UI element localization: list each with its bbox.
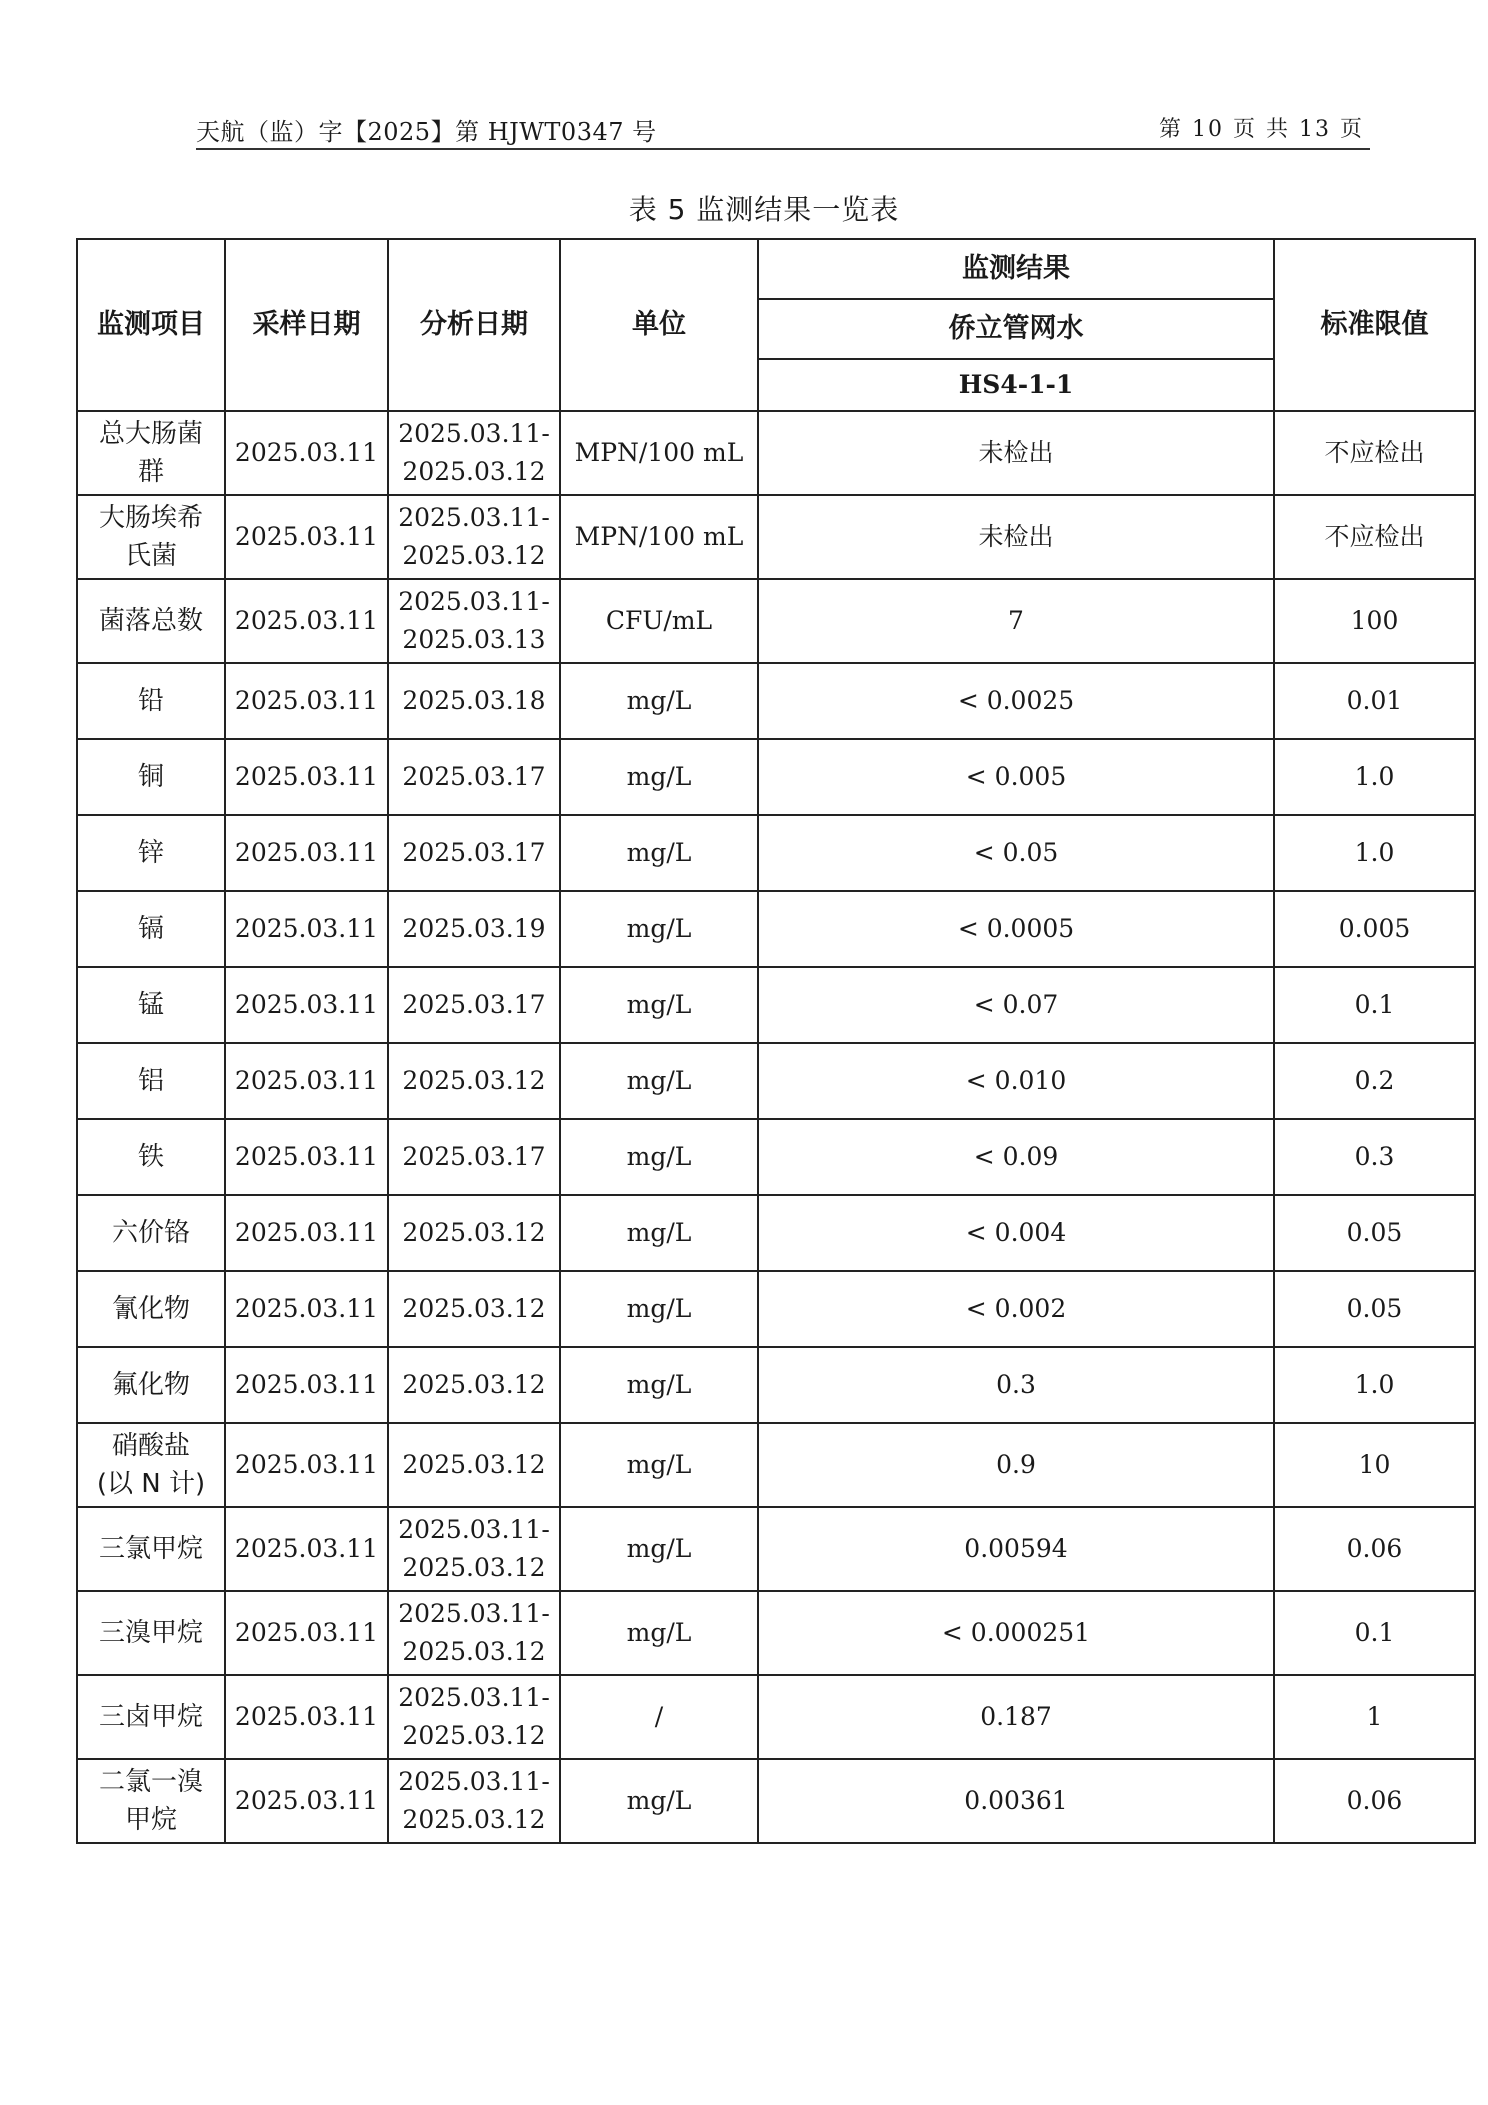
cell-limit: 0.05 bbox=[1274, 1271, 1475, 1347]
results-table bbox=[76, 238, 1476, 1844]
cell-analysis-date: 2025.03.17 bbox=[388, 739, 560, 815]
cell-limit: 0.005 bbox=[1274, 891, 1475, 967]
cell-item: 六价铬 bbox=[77, 1195, 225, 1271]
cell-sampling-date: 2025.03.11 bbox=[225, 739, 388, 815]
cell-result: 0.187 bbox=[758, 1675, 1274, 1759]
cell-item: 三卤甲烷 bbox=[77, 1675, 225, 1759]
cell-unit: mg/L bbox=[560, 891, 758, 967]
cell-analysis-date: 2025.03.11- 2025.03.13 bbox=[388, 579, 560, 663]
cell-analysis-date: 2025.03.12 bbox=[388, 1195, 560, 1271]
cell-analysis-date: 2025.03.11- 2025.03.12 bbox=[388, 1591, 560, 1675]
document-number: 天航（监）字【2025】第 HJWT0347 号 bbox=[196, 118, 657, 146]
cell-result: < 0.05 bbox=[758, 815, 1274, 891]
table-row bbox=[77, 1043, 1475, 1119]
cell-item: 铝 bbox=[77, 1043, 225, 1119]
header-row-1 bbox=[77, 239, 1475, 299]
cell-result: < 0.0025 bbox=[758, 663, 1274, 739]
cell-unit: mg/L bbox=[560, 967, 758, 1043]
table-row bbox=[77, 411, 1475, 495]
cell-sampling-date: 2025.03.11 bbox=[225, 1675, 388, 1759]
cell-result: 0.9 bbox=[758, 1423, 1274, 1507]
cell-unit: mg/L bbox=[560, 1195, 758, 1271]
table-row bbox=[77, 1675, 1475, 1759]
page-number: 第 10 页 共 13 页 bbox=[1159, 117, 1364, 142]
cell-result: 7 bbox=[758, 579, 1274, 663]
col-header-result-group: 监测结果 bbox=[758, 239, 1274, 299]
cell-limit: 不应检出 bbox=[1274, 411, 1475, 495]
cell-sampling-date: 2025.03.11 bbox=[225, 815, 388, 891]
cell-result: < 0.0005 bbox=[758, 891, 1274, 967]
cell-limit: 0.1 bbox=[1274, 967, 1475, 1043]
cell-result: < 0.000251 bbox=[758, 1591, 1274, 1675]
col-header-sampling-date: 采样日期 bbox=[225, 239, 388, 411]
cell-item: 镉 bbox=[77, 891, 225, 967]
cell-item: 氰化物 bbox=[77, 1271, 225, 1347]
cell-unit: MPN/100 mL bbox=[560, 495, 758, 579]
cell-analysis-date: 2025.03.17 bbox=[388, 967, 560, 1043]
table-row bbox=[77, 739, 1475, 815]
cell-sampling-date: 2025.03.11 bbox=[225, 663, 388, 739]
col-header-sample-id: HS4-1-1 bbox=[758, 359, 1274, 411]
cell-item: 铁 bbox=[77, 1119, 225, 1195]
cell-limit: 0.06 bbox=[1274, 1759, 1475, 1843]
cell-result: < 0.09 bbox=[758, 1119, 1274, 1195]
cell-result: 0.00594 bbox=[758, 1507, 1274, 1591]
cell-unit: mg/L bbox=[560, 815, 758, 891]
table-row bbox=[77, 1195, 1475, 1271]
cell-sampling-date: 2025.03.11 bbox=[225, 1195, 388, 1271]
cell-analysis-date: 2025.03.17 bbox=[388, 1119, 560, 1195]
table-row bbox=[77, 1347, 1475, 1423]
cell-unit: mg/L bbox=[560, 663, 758, 739]
cell-result: 未检出 bbox=[758, 411, 1274, 495]
cell-unit: mg/L bbox=[560, 1119, 758, 1195]
cell-limit: 10 bbox=[1274, 1423, 1475, 1507]
cell-limit: 100 bbox=[1274, 579, 1475, 663]
cell-unit: mg/L bbox=[560, 739, 758, 815]
table-row bbox=[77, 1271, 1475, 1347]
cell-item: 二氯一溴 甲烷 bbox=[77, 1759, 225, 1843]
cell-item: 铜 bbox=[77, 739, 225, 815]
cell-item: 三氯甲烷 bbox=[77, 1507, 225, 1591]
table-row bbox=[77, 495, 1475, 579]
cell-sampling-date: 2025.03.11 bbox=[225, 891, 388, 967]
cell-sampling-date: 2025.03.11 bbox=[225, 1043, 388, 1119]
cell-limit: 1.0 bbox=[1274, 1347, 1475, 1423]
cell-limit: 1 bbox=[1274, 1675, 1475, 1759]
cell-analysis-date: 2025.03.11- 2025.03.12 bbox=[388, 1507, 560, 1591]
cell-analysis-date: 2025.03.19 bbox=[388, 891, 560, 967]
cell-limit: 0.05 bbox=[1274, 1195, 1475, 1271]
cell-unit: / bbox=[560, 1675, 758, 1759]
cell-item: 铅 bbox=[77, 663, 225, 739]
cell-sampling-date: 2025.03.11 bbox=[225, 411, 388, 495]
cell-sampling-date: 2025.03.11 bbox=[225, 1119, 388, 1195]
cell-analysis-date: 2025.03.11- 2025.03.12 bbox=[388, 411, 560, 495]
table-row bbox=[77, 579, 1475, 663]
cell-analysis-date: 2025.03.11- 2025.03.12 bbox=[388, 1675, 560, 1759]
cell-limit: 不应检出 bbox=[1274, 495, 1475, 579]
cell-item: 硝酸盐 (以 N 计) bbox=[77, 1423, 225, 1507]
cell-analysis-date: 2025.03.12 bbox=[388, 1347, 560, 1423]
results-table-container bbox=[76, 238, 1474, 1844]
cell-result: < 0.005 bbox=[758, 739, 1274, 815]
cell-unit: mg/L bbox=[560, 1043, 758, 1119]
page-header bbox=[196, 108, 1370, 150]
cell-unit: CFU/mL bbox=[560, 579, 758, 663]
cell-result: < 0.010 bbox=[758, 1043, 1274, 1119]
cell-limit: 1.0 bbox=[1274, 815, 1475, 891]
cell-analysis-date: 2025.03.12 bbox=[388, 1423, 560, 1507]
cell-sampling-date: 2025.03.11 bbox=[225, 1507, 388, 1591]
cell-unit: mg/L bbox=[560, 1271, 758, 1347]
table-row bbox=[77, 1119, 1475, 1195]
cell-result: 0.3 bbox=[758, 1347, 1274, 1423]
cell-analysis-date: 2025.03.11- 2025.03.12 bbox=[388, 1759, 560, 1843]
cell-result: 0.00361 bbox=[758, 1759, 1274, 1843]
cell-limit: 0.06 bbox=[1274, 1507, 1475, 1591]
cell-sampling-date: 2025.03.11 bbox=[225, 579, 388, 663]
col-header-analysis-date: 分析日期 bbox=[388, 239, 560, 411]
cell-item: 菌落总数 bbox=[77, 579, 225, 663]
cell-sampling-date: 2025.03.11 bbox=[225, 1423, 388, 1507]
cell-sampling-date: 2025.03.11 bbox=[225, 967, 388, 1043]
table-row bbox=[77, 967, 1475, 1043]
cell-item: 总大肠菌 群 bbox=[77, 411, 225, 495]
table-row bbox=[77, 663, 1475, 739]
cell-sampling-date: 2025.03.11 bbox=[225, 1591, 388, 1675]
cell-analysis-date: 2025.03.12 bbox=[388, 1271, 560, 1347]
cell-item: 三溴甲烷 bbox=[77, 1591, 225, 1675]
cell-unit: mg/L bbox=[560, 1507, 758, 1591]
table-body bbox=[77, 411, 1475, 1843]
cell-unit: mg/L bbox=[560, 1347, 758, 1423]
table-row bbox=[77, 1591, 1475, 1675]
col-header-sample-point: 侨立管网水 bbox=[758, 299, 1274, 359]
cell-analysis-date: 2025.03.12 bbox=[388, 1043, 560, 1119]
col-header-unit: 单位 bbox=[560, 239, 758, 411]
cell-sampling-date: 2025.03.11 bbox=[225, 1347, 388, 1423]
cell-result: < 0.002 bbox=[758, 1271, 1274, 1347]
cell-item: 锌 bbox=[77, 815, 225, 891]
table-row bbox=[77, 1423, 1475, 1507]
cell-limit: 0.1 bbox=[1274, 1591, 1475, 1675]
cell-unit: mg/L bbox=[560, 1423, 758, 1507]
col-header-limit: 标准限值 bbox=[1274, 239, 1475, 411]
cell-result: < 0.07 bbox=[758, 967, 1274, 1043]
cell-sampling-date: 2025.03.11 bbox=[225, 1271, 388, 1347]
cell-item: 锰 bbox=[77, 967, 225, 1043]
table-row bbox=[77, 891, 1475, 967]
cell-analysis-date: 2025.03.17 bbox=[388, 815, 560, 891]
cell-limit: 0.3 bbox=[1274, 1119, 1475, 1195]
cell-item: 氟化物 bbox=[77, 1347, 225, 1423]
table-title: 表 5 监测结果一览表 bbox=[628, 193, 900, 226]
cell-unit: mg/L bbox=[560, 1759, 758, 1843]
cell-item: 大肠埃希 氏菌 bbox=[77, 495, 225, 579]
col-header-item: 监测项目 bbox=[77, 239, 225, 411]
cell-sampling-date: 2025.03.11 bbox=[225, 495, 388, 579]
cell-sampling-date: 2025.03.11 bbox=[225, 1759, 388, 1843]
cell-result: < 0.004 bbox=[758, 1195, 1274, 1271]
table-row bbox=[77, 815, 1475, 891]
cell-unit: MPN/100 mL bbox=[560, 411, 758, 495]
cell-analysis-date: 2025.03.18 bbox=[388, 663, 560, 739]
cell-result: 未检出 bbox=[758, 495, 1274, 579]
table-row bbox=[77, 1759, 1475, 1843]
cell-limit: 1.0 bbox=[1274, 739, 1475, 815]
table-row bbox=[77, 1507, 1475, 1591]
cell-unit: mg/L bbox=[560, 1591, 758, 1675]
cell-limit: 0.01 bbox=[1274, 663, 1475, 739]
cell-analysis-date: 2025.03.11- 2025.03.12 bbox=[388, 495, 560, 579]
cell-limit: 0.2 bbox=[1274, 1043, 1475, 1119]
